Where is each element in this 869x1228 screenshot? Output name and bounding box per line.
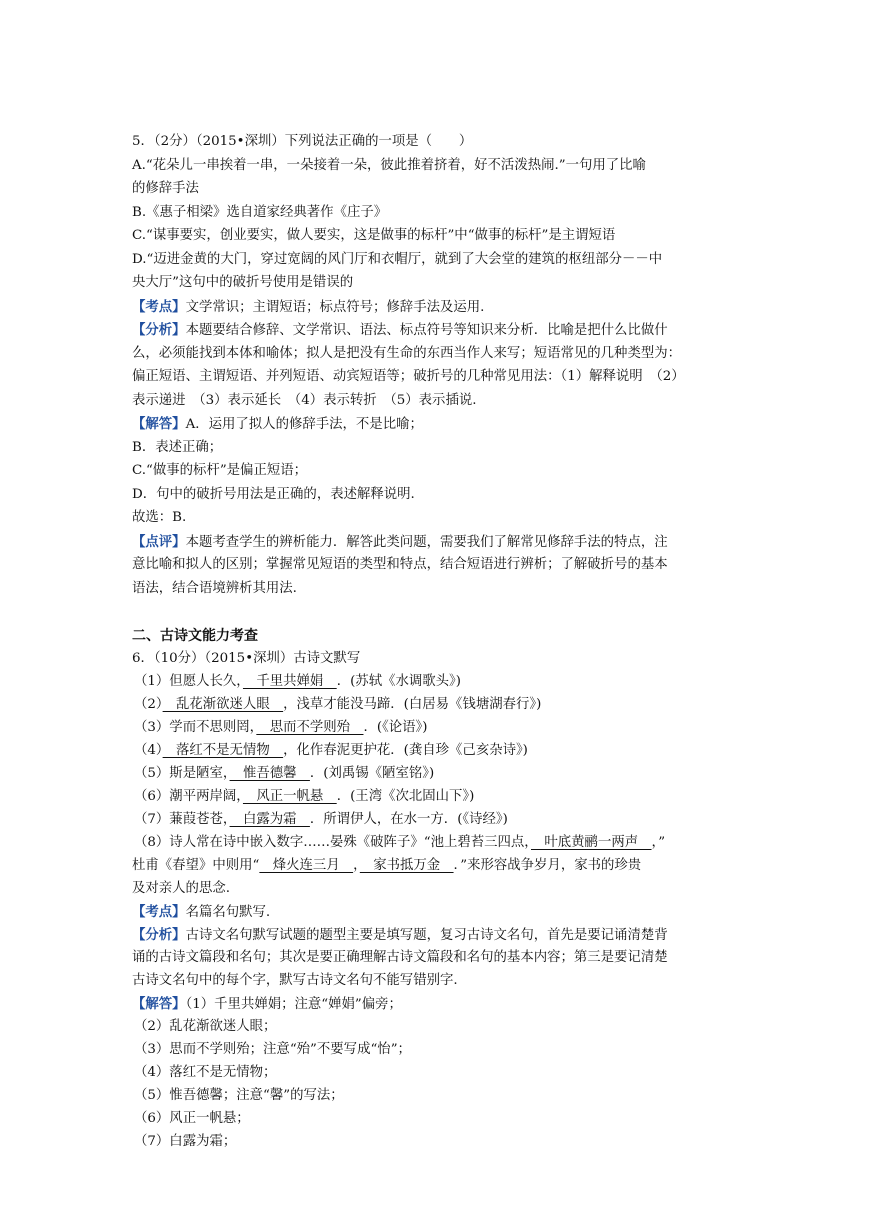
answer-blank: 烽火连三月: [259, 858, 354, 873]
jieda-text: （1）千里共婵娟；注意“婵娟”偏旁；: [185, 997, 402, 1012]
q5-jieda-4: D．句中的破折号用法是正确的，表述解释说明.: [132, 487, 415, 502]
item-text: ，: [353, 858, 360, 873]
kaodian-tag: 【考点】: [132, 299, 186, 315]
q6-fenxi-2: 诵的古诗文篇段和名句；其次是要正确理解古诗文篇段和名句的基本内容；第三是要记清楚: [132, 950, 668, 965]
q5-jieda-5: 故选：B.: [132, 510, 187, 525]
q5-fenxi-4: 表示递进 （3）表示延长 （4）表示转折 （5）表示插说.: [132, 393, 477, 408]
answer-blank: 乱花渐欲迷人眼: [162, 697, 284, 712]
item-source: ．(《论语》): [363, 720, 428, 735]
q6-item-8: [134, 834, 665, 852]
item-text: （1）但愿人长久，: [134, 674, 243, 689]
kaodian-text: 文学常识；主谓短语；标点符号；修辞手法及运用.: [185, 300, 485, 315]
answer-blank: 白露为霜: [229, 812, 310, 827]
answer-blank: 落红不是无情物: [162, 743, 284, 758]
q6-jieda-6: （6）风正一帆悬；: [134, 1111, 250, 1126]
q5-fenxi-3: 偏正短语、主谓短语、并列短语、动宾短语等；破折号的几种常见用法：（1）解释说明 （2）: [132, 369, 685, 384]
q6-kaodian: [132, 903, 270, 922]
q5-stem: 5．（2分）（2015•深圳）下列说法正确的一项是（ ）: [132, 134, 473, 149]
answer-blank: 叶底黄鹂一两声: [531, 835, 652, 850]
item-source: ．(王湾《次北固山下》): [336, 789, 475, 804]
fenxi-tag: 【分析】: [132, 927, 186, 943]
fenxi-text: 古诗文名句默写试题的题型主要是填写题，复习古诗文名句，首先是要记诵清楚背: [185, 928, 668, 943]
item-text: （7）蒹葭苍苍，: [134, 812, 230, 827]
kaodian-tag: 【考点】: [132, 904, 186, 920]
q6-jieda: [132, 995, 402, 1014]
answer-blank: 惟吾德馨: [229, 766, 310, 781]
dianping-tag: 【点评】: [132, 534, 186, 550]
q6-jieda-7: （7）白露为霜；: [134, 1134, 237, 1149]
q6-item-1: [134, 673, 461, 691]
q5-fenxi-2: 么，必须能找到本体和喻体；拟人是把没有生命的东西当作人来写；短语常见的几种类型为：: [132, 346, 682, 361]
jieda-tag: 【解答】: [132, 416, 186, 432]
jieda-tag: 【解答】: [132, 996, 186, 1012]
q5-option-a-cont: 的修辞手法: [132, 181, 199, 196]
q5-dianping-3: 语法，结合语境辨析其用法.: [132, 581, 297, 596]
item-source: ．(刘禹锡《陋室铭》): [309, 766, 435, 781]
fenxi-text: 本题要结合修辞、文学常识、语法、标点符号等知识来分析．比喻是把什么比做什: [185, 323, 668, 338]
q5-jieda-3: C.“做事的标杆”是偏正短语；: [132, 463, 308, 478]
item-source: ，”: [651, 835, 666, 850]
q5-option-c: C.“谋事要实，创业要实，做人要实，这是做事的标杆”中“做事的标杆”是主谓短语: [132, 228, 616, 243]
q5-jieda: [132, 415, 423, 434]
item-source: ，化作春泥更护花．(龚自珍《己亥杂诗》): [283, 743, 528, 758]
q6-item-8-cont: [132, 857, 641, 875]
item-text: ．”来形容战争岁月，家书的珍贵: [453, 858, 642, 873]
q5-option-d: D.“迈进金黄的大门，穿过宽阔的风门厅和衣帽厅，就到了大会堂的建筑的枢纽部分－－中: [132, 252, 663, 267]
item-text: （5）斯是陋室，: [134, 766, 230, 781]
item-text: 杜甫《春望》中则用“: [132, 858, 260, 873]
item-text: （4）: [134, 743, 163, 758]
q6-jieda-2: （2）乱花渐欲迷人眼；: [134, 1019, 277, 1034]
answer-blank: 思而不学则殆: [256, 720, 364, 735]
answer-blank: 千里共婵娟: [242, 674, 337, 689]
q5-option-a: A.“花朵儿一串挨着一串，一朵接着一朵，彼此推着挤着，好不活泼热闹.”一句用了比喻: [132, 158, 646, 173]
q6-item-6: [134, 788, 474, 806]
answer-blank: 风正一帆悬: [242, 789, 337, 804]
q5-fenxi: [132, 321, 668, 340]
q6-fenxi: [132, 926, 668, 945]
q6-stem: 6．（10分）（2015•深圳）古诗文默写: [132, 651, 361, 666]
q6-jieda-5: （5）惟吾德馨；注意“馨”的写法；: [134, 1088, 344, 1103]
item-text: （8）诗人常在诗中嵌入数字……晏殊《破阵子》“池上碧苔三四点，: [134, 835, 531, 850]
q6-item-2: [134, 696, 541, 714]
item-text: （2）: [134, 697, 163, 712]
q5-dianping: [132, 533, 668, 552]
q6-item-7: [134, 811, 508, 829]
item-source: ，浅草才能没马蹄．(白居易《钱塘湖春行》): [283, 697, 542, 712]
item-source: ．所谓伊人，在水一方．(《诗经》): [309, 812, 508, 827]
section-title: 二、古诗文能力考查: [132, 628, 258, 644]
q6-jieda-4: （4）落红不是无情物；: [134, 1065, 277, 1080]
q6-item-8-end: 及对亲人的思念.: [132, 881, 230, 896]
q6-item-3: [134, 719, 427, 737]
q5-jieda-2: B．表述正确；: [132, 440, 223, 455]
q5-option-b: B.《惠子相梁》选自道家经典著作《庄子》: [132, 205, 388, 220]
q5-dianping-2: 意比喻和拟人的区别；掌握常见短语的类型和特点，结合短语进行辨析；了解破折号的基本: [132, 557, 668, 572]
q6-jieda-3: （3）思而不学则殆；注意“殆”不要写成“怡”；: [134, 1042, 411, 1057]
answer-blank: 家书抵万金: [359, 858, 454, 873]
q6-item-4: [134, 742, 528, 760]
q5-option-d-cont: 央大厅”这句中的破折号使用是错误的: [132, 275, 354, 290]
q5-kaodian: [132, 298, 484, 317]
fenxi-tag: 【分析】: [132, 322, 186, 338]
item-source: ．(苏轼《水调歌头》): [336, 674, 461, 689]
kaodian-text: 名篇名句默写.: [185, 905, 271, 920]
item-text: （3）学而不思则罔，: [134, 720, 257, 735]
q6-fenxi-3: 古诗文名句中的每个字，默写古诗文名句不能写错别字.: [132, 973, 458, 988]
jieda-text: A．运用了拟人的修辞手法，不是比喻；: [185, 417, 423, 432]
dianping-text: 本题考查学生的辨析能力．解答此类问题，需要我们了解常见修辞手法的特点，注: [185, 535, 668, 550]
item-text: （6）潮平两岸阔，: [134, 789, 243, 804]
q6-item-5: [134, 765, 434, 783]
